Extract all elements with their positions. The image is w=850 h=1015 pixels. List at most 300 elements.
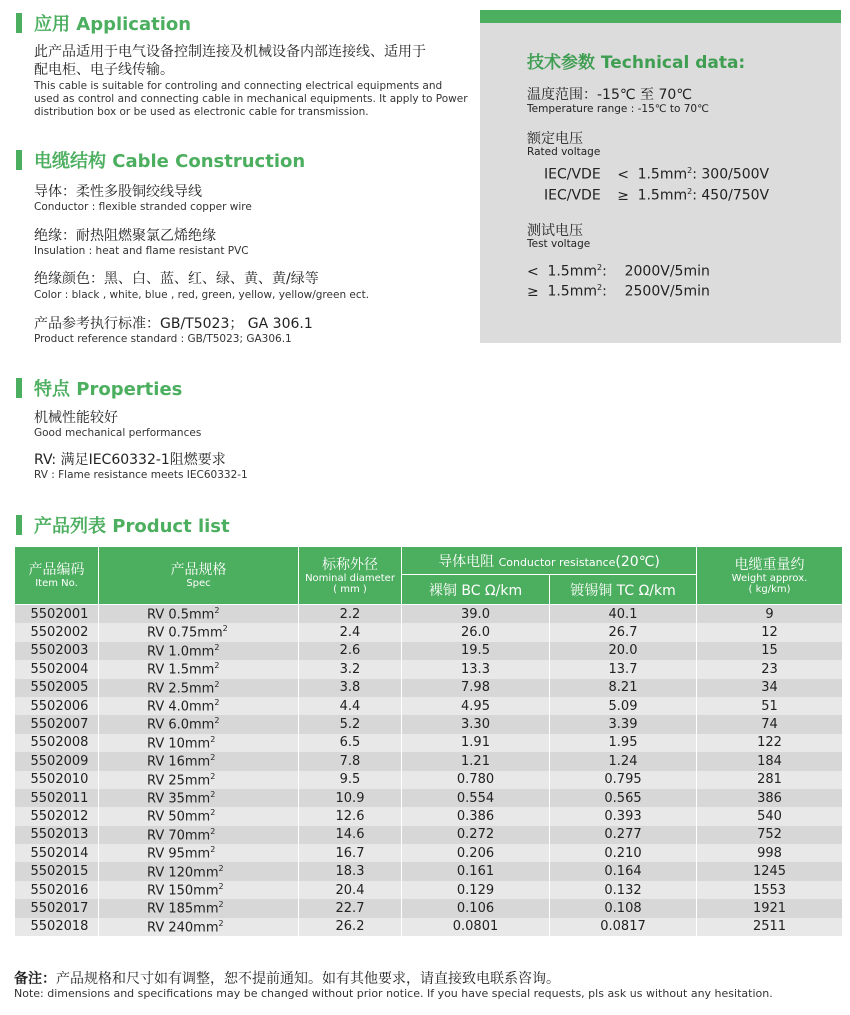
note-cn-text: 产品规格和尺寸如有调整，恕不提前通知。如有其他要求，请直接致电联系咨询。 [56, 971, 560, 987]
construction-insulation-en: Insulation : heat and flame resistant PVC [34, 245, 249, 257]
cell-bare-copper-text: 7.98 [461, 680, 490, 696]
cell-item-no-text: 5502014 [30, 845, 89, 861]
cell-spec [99, 862, 299, 880]
cell-diameter-text: 5.2 [339, 717, 361, 733]
rated-voltage-row [544, 166, 769, 183]
cell-diameter-text: 22.7 [335, 900, 365, 916]
cell-weight-text: 74 [761, 717, 778, 733]
cell-diameter [299, 807, 402, 825]
cell-bare-copper-text: 1.21 [461, 753, 490, 769]
cell-tinned-copper-text: 1.24 [608, 753, 638, 769]
cell-item-no-text: 5502007 [30, 717, 89, 733]
cell-diameter [299, 697, 402, 715]
cell-spec-text: RV 2.5mm [147, 680, 215, 696]
cell-item-no-text: 5502005 [30, 680, 89, 696]
table-row [15, 734, 843, 752]
cell-spec-sup: 2 [210, 753, 216, 763]
header-item-no [15, 547, 99, 605]
table-row [15, 862, 843, 880]
cell-weight [697, 807, 843, 825]
technical-data-panel [480, 10, 841, 343]
cell-weight [697, 862, 843, 880]
cell-weight [697, 623, 843, 641]
cell-diameter-text: 6.5 [339, 735, 361, 751]
construction-standard-en: Product reference standard : GB/T5023; GA306.1 [34, 333, 292, 345]
cell-spec-sup: 2 [210, 789, 216, 799]
cell-item-no-text: 5502012 [30, 808, 89, 824]
test-voltage-row [527, 263, 710, 280]
cell-spec-sup: 2 [222, 624, 228, 634]
cell-tinned-copper-text: 0.795 [604, 772, 642, 788]
cell-weight [697, 752, 843, 770]
table-row [15, 605, 843, 624]
cell-spec-sup: 2 [210, 734, 216, 744]
cell-item-no [15, 899, 99, 917]
cell-item-no [15, 826, 99, 844]
cell-item-no [15, 697, 99, 715]
table-row [15, 715, 843, 733]
table-row [15, 789, 843, 807]
cell-spec-sup: 2 [214, 661, 220, 671]
construction-standard-cn: 产品参考执行标准：GB/T5023； GA 306.1 [34, 316, 313, 332]
cell-weight-text: 752 [757, 827, 782, 843]
note-cn [14, 968, 560, 988]
cell-spec-sup: 2 [214, 697, 220, 707]
cell-diameter-text: 26.2 [335, 919, 365, 935]
cell-weight [697, 771, 843, 789]
cell-tinned-copper-text: 3.39 [608, 717, 638, 733]
header-resistance [402, 547, 697, 575]
test-voltage-cn: 测试电压 [527, 223, 583, 239]
cell-tinned-copper [550, 679, 697, 697]
cell-spec-text: RV 95mm [147, 846, 211, 862]
cell-bare-copper [402, 642, 550, 660]
header-resistance-en: Conductor resistance [498, 555, 616, 569]
cell-item-no [15, 844, 99, 862]
cell-bare-copper [402, 660, 550, 678]
cell-spec-text: RV 185mm [147, 901, 219, 917]
cell-spec [99, 734, 299, 752]
cell-weight-text: 23 [761, 661, 778, 677]
cell-diameter [299, 844, 402, 862]
cell-bare-copper-text: 0.206 [456, 845, 495, 861]
cell-weight-text: 34 [761, 680, 778, 696]
header-bare-copper: 裸铜 BC Ω/km [402, 575, 550, 605]
cell-spec [99, 605, 299, 624]
cell-weight [697, 715, 843, 733]
cell-bare-copper [402, 862, 550, 880]
cell-item-no-text: 5502016 [30, 882, 89, 898]
cell-weight-text: 9 [765, 606, 774, 622]
application-en-line-2: used as control and connecting cable in mechanical equipments. It apply to Power [34, 93, 468, 105]
cell-spec [99, 752, 299, 770]
cell-tinned-copper-text: 0.108 [604, 900, 642, 916]
cell-diameter [299, 642, 402, 660]
cell-item-no-text: 5502011 [30, 790, 89, 806]
cell-spec [99, 642, 299, 660]
construction-heading [16, 149, 305, 171]
table-row [15, 679, 843, 697]
test-value: : 2500V/5min [602, 283, 710, 300]
cell-weight [697, 826, 843, 844]
cell-bare-copper-text: 0.386 [456, 808, 495, 824]
cell-tinned-copper [550, 623, 697, 641]
cell-tinned-copper [550, 862, 697, 880]
cell-tinned-copper-text: 26.7 [608, 625, 638, 641]
cell-diameter-text: 4.4 [339, 698, 361, 714]
product-table-body [15, 605, 843, 937]
test-voltage-en: Test voltage [527, 238, 591, 250]
header-weight-en: Weight approx. [731, 572, 808, 584]
note-label: 备注： [14, 971, 56, 987]
cell-bare-copper [402, 734, 550, 752]
cell-diameter-text: 3.8 [339, 680, 361, 696]
cell-item-no-text: 5502003 [30, 643, 89, 659]
property-mechanical-cn: 机械性能较好 [34, 410, 118, 426]
cell-item-no [15, 605, 99, 624]
cell-tinned-copper [550, 734, 697, 752]
cell-weight-text: 15 [761, 643, 778, 659]
header-weight [697, 547, 843, 605]
cell-weight-text: 386 [757, 790, 782, 806]
section-marker [16, 150, 22, 170]
cell-bare-copper-text: 39.0 [461, 606, 490, 622]
construction-color-en: Color : black , white, blue , red, green, yellow, yellow/green ect. [34, 289, 370, 301]
table-row [15, 771, 843, 789]
cell-diameter-text: 18.3 [335, 864, 365, 880]
cell-item-no-text: 5502004 [30, 661, 89, 677]
cell-spec-sup: 2 [214, 679, 220, 689]
table-row [15, 642, 843, 660]
cell-item-no-text: 5502008 [30, 735, 89, 751]
cell-diameter [299, 789, 402, 807]
panel-accent-bar [480, 10, 841, 23]
cell-weight [697, 734, 843, 752]
cell-diameter [299, 918, 402, 936]
cell-weight [697, 881, 843, 899]
rated-operator: < [617, 166, 629, 183]
properties-heading [16, 377, 182, 399]
table-row [15, 697, 843, 715]
cell-spec-sup: 2 [210, 808, 216, 818]
cell-item-no [15, 715, 99, 733]
property-flame-cn: RV: 满足IEC60332-1阻燃要求 [34, 452, 226, 468]
cell-bare-copper-text: 0.554 [456, 790, 495, 806]
cell-weight-text: 1553 [752, 882, 787, 898]
cell-spec [99, 679, 299, 697]
cell-bare-copper [402, 826, 550, 844]
cell-bare-copper [402, 679, 550, 697]
test-size: 1.5mm [547, 263, 597, 280]
cell-bare-copper [402, 771, 550, 789]
table-row [15, 752, 843, 770]
cell-bare-copper [402, 697, 550, 715]
cell-diameter [299, 826, 402, 844]
cell-diameter [299, 771, 402, 789]
cell-spec [99, 715, 299, 733]
header-spec-en: Spec [186, 578, 211, 589]
cell-spec-sup: 2 [210, 826, 216, 836]
application-en-line-3: distribution box or be used as electronic cable for transmission. [34, 106, 369, 118]
cell-item-no [15, 807, 99, 825]
test-size-sup: 2 [597, 263, 603, 272]
cell-bare-copper [402, 918, 550, 936]
cell-spec-text: RV 1.0mm [147, 644, 215, 660]
cell-weight [697, 789, 843, 807]
cell-bare-copper-text: 26.0 [461, 625, 490, 641]
header-weight-unit: ( kg/km) [748, 583, 791, 595]
cell-weight [697, 918, 843, 936]
cell-diameter [299, 734, 402, 752]
cell-tinned-copper [550, 826, 697, 844]
cell-tinned-copper [550, 918, 697, 936]
cell-tinned-copper [550, 844, 697, 862]
note-en: Note: dimensions and specifications may be changed without prior notice. If you have special requests, pls ask us without any hesitation. [14, 987, 773, 1000]
construction-color-cn: 绝缘颜色：黑、白、蓝、红、绿、黄、黄/绿等 [34, 271, 319, 287]
header-resistance-cn: 导体电阻 [438, 553, 495, 570]
cell-item-no-text: 5502015 [30, 864, 89, 880]
cell-tinned-copper-text: 40.1 [608, 606, 638, 622]
test-value: : 2000V/5min [602, 263, 710, 280]
cell-bare-copper [402, 605, 550, 624]
cell-bare-copper [402, 807, 550, 825]
cell-item-no [15, 623, 99, 641]
cell-bare-copper-text: 0.129 [456, 882, 495, 898]
cell-weight-text: 540 [757, 808, 782, 824]
cell-spec-sup: 2 [214, 606, 220, 616]
property-flame-en: RV : Flame resistance meets IEC60332-1 [34, 469, 248, 481]
cell-tinned-copper-text: 5.09 [608, 698, 638, 714]
construction-conductor-cn: 导体：柔性多股铜绞线导线 [34, 184, 202, 200]
table-row [15, 826, 843, 844]
cell-spec-text: RV 4.0mm [147, 699, 215, 715]
cell-tinned-copper-text: 0.565 [604, 790, 642, 806]
cell-tinned-copper [550, 771, 697, 789]
cell-bare-copper-text: 1.91 [461, 735, 490, 751]
construction-insulation-cn: 绝缘：耐热阻燃聚氯乙烯绝缘 [34, 228, 216, 244]
rated-standard: IEC/VDE [544, 166, 601, 183]
test-size: 1.5mm [547, 283, 597, 300]
rated-size: 1.5mm [637, 187, 688, 204]
application-title: 应用 Application [34, 14, 192, 35]
cell-diameter [299, 862, 402, 880]
product-list-heading [16, 514, 230, 536]
cell-spec [99, 771, 299, 789]
table-row [15, 899, 843, 917]
cell-bare-copper-text: 4.95 [461, 698, 490, 714]
test-operator: ≥ [527, 283, 539, 300]
cell-spec-sup: 2 [214, 716, 220, 726]
cell-tinned-copper-text: 0.277 [604, 827, 642, 843]
cell-weight [697, 697, 843, 715]
cell-tinned-copper-text: 0.164 [604, 864, 642, 880]
header-diameter-unit: ( mm ) [333, 583, 367, 595]
cell-diameter-text: 2.6 [339, 643, 361, 659]
cell-weight [697, 844, 843, 862]
construction-conductor-en: Conductor : flexible stranded copper wire [34, 201, 252, 213]
header-diameter-cn: 标称外径 [322, 556, 378, 573]
table-row [15, 844, 843, 862]
cell-spec-text: RV 6.0mm [147, 717, 215, 733]
cell-spec-sup: 2 [214, 642, 220, 652]
cell-tinned-copper [550, 697, 697, 715]
cell-weight-text: 51 [761, 698, 778, 714]
rated-voltage-en: Rated voltage [527, 146, 601, 158]
cell-item-no [15, 918, 99, 936]
cell-spec [99, 826, 299, 844]
cell-spec-text: RV 0.5mm [147, 607, 215, 623]
cell-spec-text: RV 70mm [147, 828, 211, 844]
cell-item-no [15, 660, 99, 678]
cell-spec [99, 899, 299, 917]
cell-bare-copper-text: 19.5 [461, 643, 490, 659]
header-diameter [299, 547, 402, 605]
property-mechanical-en: Good mechanical performances [34, 427, 202, 439]
cell-tinned-copper [550, 899, 697, 917]
cell-spec-text: RV 16mm [147, 754, 211, 770]
cell-bare-copper [402, 789, 550, 807]
table-row [15, 660, 843, 678]
table-row [15, 807, 843, 825]
rated-size-sup: 2 [687, 166, 693, 175]
cell-item-no-text: 5502018 [30, 919, 89, 935]
cell-diameter-text: 3.2 [339, 661, 361, 677]
cell-weight-text: 122 [757, 735, 782, 751]
cell-spec [99, 807, 299, 825]
header-tinned-copper: 镀锡铜 TC Ω/km [550, 575, 697, 605]
cell-spec-sup: 2 [210, 845, 216, 855]
cell-spec-text: RV 150mm [147, 883, 219, 899]
cell-tinned-copper [550, 752, 697, 770]
cell-spec [99, 623, 299, 641]
cell-spec-sup: 2 [210, 771, 216, 781]
cell-tinned-copper [550, 715, 697, 733]
cell-spec-sup: 2 [218, 863, 224, 873]
cell-diameter [299, 679, 402, 697]
cell-weight-text: 184 [757, 753, 782, 769]
table-row [15, 918, 843, 936]
temperature-range-en: Temperature range : -15℃ to 70℃ [527, 103, 709, 115]
rated-value: : 450/750V [692, 187, 770, 204]
cell-spec [99, 881, 299, 899]
cell-bare-copper-text: 0.0801 [452, 919, 499, 935]
cell-spec-sup: 2 [218, 900, 224, 910]
product-list-title: 产品列表 Product list [34, 516, 230, 537]
cell-bare-copper [402, 844, 550, 862]
cell-item-no [15, 881, 99, 899]
cell-item-no-text: 5502010 [30, 772, 89, 788]
cell-diameter-text: 12.6 [335, 808, 365, 824]
cell-diameter-text: 14.6 [335, 827, 365, 843]
cell-bare-copper [402, 752, 550, 770]
cell-bare-copper [402, 881, 550, 899]
rated-voltage-row [544, 187, 769, 204]
cell-weight-text: 998 [757, 845, 782, 861]
cell-bare-copper-text: 0.272 [456, 827, 495, 843]
cell-item-no [15, 734, 99, 752]
section-marker [16, 515, 22, 535]
cell-weight [697, 679, 843, 697]
cell-spec-text: RV 240mm [147, 920, 219, 935]
cell-tinned-copper [550, 642, 697, 660]
cell-spec [99, 660, 299, 678]
cell-tinned-copper-text: 1.95 [608, 735, 638, 751]
cell-tinned-copper-text: 20.0 [608, 643, 638, 659]
header-spec [99, 547, 299, 605]
section-marker [16, 13, 22, 33]
cell-spec-text: RV 120mm [147, 864, 219, 880]
cell-diameter [299, 605, 402, 624]
header-item-en: Item No. [35, 578, 78, 589]
cell-weight [697, 642, 843, 660]
cell-diameter [299, 899, 402, 917]
cell-item-no-text: 5502006 [30, 698, 89, 714]
cell-bare-copper [402, 623, 550, 641]
temperature-range-cn: 温度范围：-15℃ 至 70℃ [527, 87, 693, 103]
properties-title: 特点 Properties [34, 379, 183, 400]
cell-bare-copper-text: 13.3 [461, 661, 490, 677]
cell-tinned-copper-text: 13.7 [608, 661, 638, 677]
cell-spec-text: RV 10mm [147, 736, 211, 752]
cell-diameter [299, 660, 402, 678]
table-row [15, 881, 843, 899]
header-spec-cn: 产品规格 [170, 562, 227, 578]
cell-diameter-text: 2.4 [339, 625, 361, 641]
rated-voltage-cn: 额定电压 [527, 131, 583, 147]
cell-spec-text: RV 0.75mm [147, 625, 223, 641]
cell-tinned-copper [550, 881, 697, 899]
cell-spec [99, 697, 299, 715]
cell-diameter [299, 752, 402, 770]
cell-weight [697, 605, 843, 624]
technical-title: 技术参数 Technical data: [527, 53, 746, 73]
cell-tinned-copper [550, 605, 697, 624]
cell-item-no [15, 789, 99, 807]
cell-item-no [15, 862, 99, 880]
cell-item-no [15, 642, 99, 660]
cell-bare-copper [402, 899, 550, 917]
cell-weight [697, 660, 843, 678]
header-resistance-temp: (20℃) [615, 553, 660, 570]
cell-item-no [15, 752, 99, 770]
application-heading [16, 12, 191, 34]
rated-value: : 300/500V [692, 166, 770, 183]
application-en-line-1: This cable is suitable for controling and connecting electrical equipments and [34, 80, 443, 92]
cell-weight-text: 1921 [752, 900, 787, 916]
construction-title: 电缆结构 Cable Construction [34, 151, 306, 172]
cell-weight-text: 2511 [752, 919, 787, 935]
cell-tinned-copper-text: 0.0817 [600, 919, 646, 935]
header-item-cn: 产品编码 [28, 562, 85, 578]
cell-diameter [299, 623, 402, 641]
cell-tinned-copper [550, 807, 697, 825]
cell-spec [99, 918, 299, 936]
cell-bare-copper-text: 0.161 [456, 864, 495, 880]
cell-bare-copper-text: 0.106 [456, 900, 495, 916]
cell-weight-text: 1245 [752, 864, 787, 880]
cell-weight-text: 12 [761, 625, 778, 641]
cell-bare-copper [402, 715, 550, 733]
test-voltage-row [527, 283, 710, 300]
cell-item-no-text: 5502017 [30, 900, 89, 916]
cell-tinned-copper [550, 789, 697, 807]
application-cn-line-2: 配电柜、电子线传输。 [34, 62, 174, 78]
rated-size: 1.5mm [637, 166, 688, 183]
cell-diameter-text: 16.7 [335, 845, 365, 861]
product-table [14, 546, 843, 936]
rated-operator: ≥ [617, 187, 629, 204]
test-operator: < [527, 263, 539, 280]
